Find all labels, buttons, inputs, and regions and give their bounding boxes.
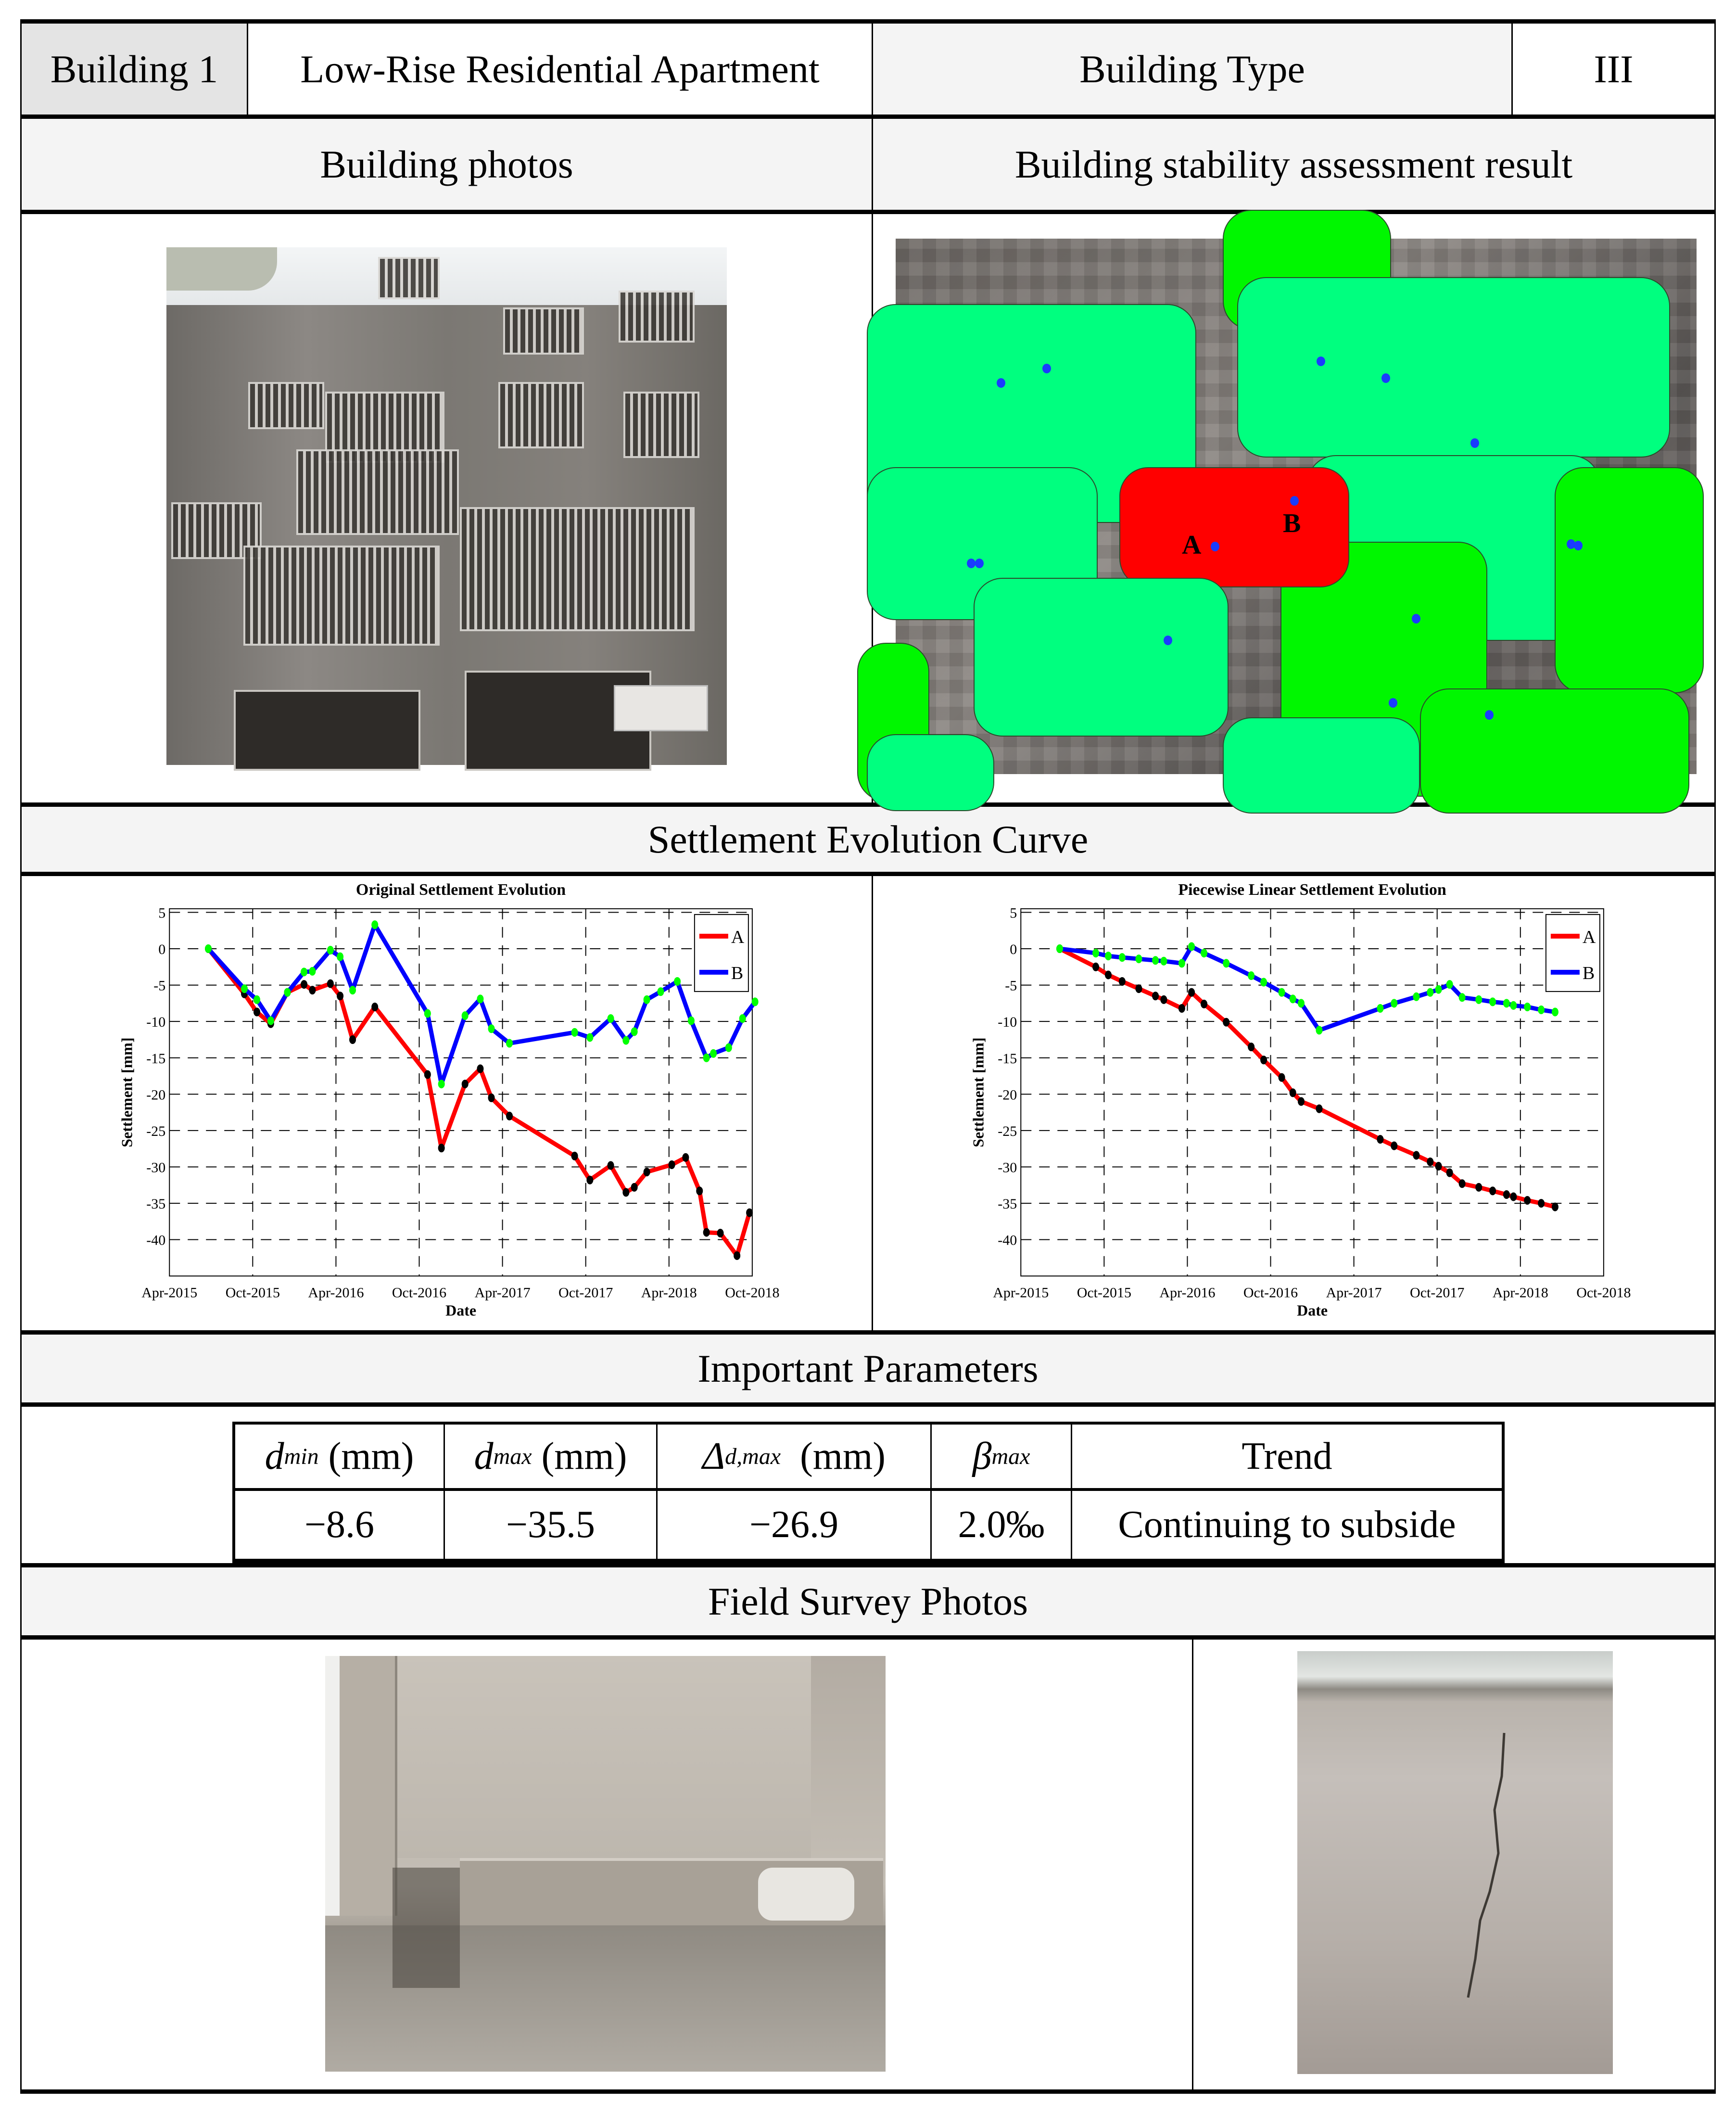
- map-point: [1381, 373, 1390, 383]
- param-value-dmin: −8.6: [235, 1491, 445, 1559]
- photo-window: [503, 307, 584, 355]
- param-value-dmax: −35.5: [445, 1491, 658, 1559]
- svg-text:-40: -40: [998, 1232, 1017, 1248]
- parameters-table: [232, 1422, 1505, 1563]
- svg-text:Oct-2015: Oct-2015: [225, 1285, 280, 1301]
- svg-text:Apr-2016: Apr-2016: [308, 1285, 364, 1301]
- svg-text:-20: -20: [146, 1087, 166, 1103]
- section-field-survey-photos: [22, 1567, 1714, 1635]
- building-type-value-cell: [1513, 24, 1714, 115]
- svg-text:Apr-2017: Apr-2017: [1326, 1285, 1382, 1301]
- divider: [20, 19, 1716, 24]
- map-building: [867, 734, 994, 811]
- section-title: Building stability assessment result: [1014, 142, 1573, 186]
- map-point: [1164, 636, 1172, 645]
- svg-text:-10: -10: [998, 1014, 1017, 1031]
- svg-text:Apr-2016: Apr-2016: [1159, 1285, 1216, 1301]
- building-type-label: Building Type: [1079, 47, 1305, 91]
- chart-title: Original Settlement Evolution: [355, 881, 566, 899]
- building-name: Low-Rise Residential Apartment: [300, 47, 820, 91]
- svg-text:Oct-2017: Oct-2017: [1410, 1285, 1465, 1301]
- svg-text:-35: -35: [146, 1196, 166, 1212]
- divider: [20, 115, 1716, 119]
- svg-text:Oct-2016: Oct-2016: [392, 1285, 447, 1301]
- map-point: [967, 559, 976, 568]
- divider: [20, 1402, 1716, 1407]
- svg-text:Date: Date: [1297, 1301, 1328, 1319]
- svg-text:-20: -20: [998, 1087, 1017, 1103]
- svg-text:-15: -15: [998, 1050, 1017, 1067]
- map-label-a: A: [1182, 530, 1202, 560]
- section-title: Field Survey Photos: [708, 1579, 1028, 1623]
- map-point: [1574, 541, 1583, 550]
- svg-text:A: A: [731, 927, 745, 947]
- svg-text:Apr-2017: Apr-2017: [474, 1285, 531, 1301]
- svg-text:-40: -40: [146, 1232, 166, 1248]
- svg-text:Date: Date: [445, 1301, 477, 1319]
- building-label: Building 1: [50, 47, 218, 91]
- svg-text:Oct-2018: Oct-2018: [1576, 1285, 1631, 1301]
- divider: [247, 19, 248, 115]
- map-building: [974, 578, 1229, 737]
- svg-text:-30: -30: [998, 1159, 1017, 1176]
- svg-text:Oct-2017: Oct-2017: [558, 1285, 613, 1301]
- svg-text:0: 0: [158, 942, 166, 958]
- svg-text:Settlement [mm]: Settlement [mm]: [969, 1037, 987, 1147]
- param-value-beta: 2.0‰: [932, 1491, 1072, 1559]
- svg-text:B: B: [731, 963, 744, 983]
- param-header-dmin: d min (mm): [235, 1425, 445, 1491]
- map-point: [997, 378, 1005, 388]
- photo-door: [234, 690, 420, 771]
- photo-window: [248, 382, 324, 429]
- map-point: [1389, 698, 1397, 708]
- section-important-parameters: [22, 1335, 1714, 1402]
- photo-window: [243, 546, 440, 646]
- param-value-trend: Continuing to subside: [1118, 1503, 1456, 1546]
- divider: [20, 1563, 1716, 1567]
- map-point: [1317, 356, 1325, 366]
- map-building: [1223, 717, 1420, 814]
- chart-title: Piecewise Linear Settlement Evolution: [1178, 881, 1446, 899]
- svg-text:-15: -15: [146, 1050, 166, 1067]
- svg-text:Oct-2018: Oct-2018: [725, 1285, 780, 1301]
- divider: [20, 1330, 1716, 1335]
- map-building-unstable: [1119, 467, 1349, 587]
- param-header-trend: Trend: [1072, 1425, 1502, 1491]
- svg-text:-25: -25: [146, 1123, 166, 1139]
- stability-map: [896, 239, 1697, 774]
- param-value-delta: −26.9: [658, 1491, 932, 1559]
- divider: [20, 2089, 1716, 2094]
- map-point-b: [1290, 496, 1299, 506]
- building-type-value: III: [1594, 47, 1634, 91]
- map-building: [1420, 688, 1689, 814]
- photo-window: [619, 291, 695, 343]
- svg-text:Apr-2015: Apr-2015: [993, 1285, 1049, 1301]
- crack-line-icon: [1297, 1651, 1613, 2074]
- svg-text:-35: -35: [998, 1196, 1017, 1212]
- svg-text:Apr-2018: Apr-2018: [1492, 1285, 1548, 1301]
- building-label-cell: [22, 24, 247, 115]
- svg-text:-5: -5: [1005, 978, 1017, 994]
- photo-crack: [393, 1868, 460, 1988]
- divider: [872, 872, 873, 1330]
- section-stability-result: [873, 119, 1714, 210]
- section-title: Settlement Evolution Curve: [647, 817, 1089, 861]
- divider: [20, 1635, 1716, 1640]
- svg-text:5: 5: [158, 905, 166, 921]
- map-building: [1237, 277, 1670, 458]
- photo-window: [378, 257, 440, 299]
- chart-original-settlement: [87, 876, 808, 1319]
- svg-text:-5: -5: [153, 978, 166, 994]
- map-point: [1470, 438, 1479, 448]
- section-settlement-curve: [22, 807, 1714, 872]
- photo-ac-unit: [614, 685, 708, 731]
- photo-column: [340, 1656, 397, 1916]
- svg-text:Apr-2015: Apr-2015: [141, 1285, 198, 1301]
- photo-debris: [758, 1868, 854, 1921]
- svg-text:-10: -10: [146, 1014, 166, 1031]
- divider: [1511, 19, 1513, 115]
- svg-text:5: 5: [1010, 905, 1017, 921]
- svg-text:A: A: [1582, 927, 1596, 947]
- photo-window: [460, 507, 695, 631]
- svg-text:Oct-2016: Oct-2016: [1243, 1285, 1298, 1301]
- svg-text:Settlement [mm]: Settlement [mm]: [118, 1037, 136, 1147]
- photo-window: [623, 392, 699, 458]
- svg-text:0: 0: [1010, 942, 1017, 958]
- photo-window-frame: [325, 1656, 340, 1916]
- svg-text:B: B: [1582, 963, 1595, 983]
- svg-text:-25: -25: [998, 1123, 1017, 1139]
- building-photo: [166, 247, 727, 765]
- field-photo-wall-crack: [1297, 1651, 1613, 2074]
- svg-text:-30: -30: [146, 1159, 166, 1176]
- map-building: [1555, 467, 1704, 693]
- field-photo-foundation-crack: [325, 1656, 886, 2072]
- param-header-delta: Δ d,max (mm): [658, 1425, 932, 1491]
- svg-text:Apr-2018: Apr-2018: [641, 1285, 697, 1301]
- map-point-a: [1211, 542, 1219, 551]
- svg-text:Oct-2015: Oct-2015: [1077, 1285, 1132, 1301]
- photo-panel: [397, 1656, 811, 1858]
- map-point: [1042, 364, 1051, 373]
- section-title: Important Parameters: [697, 1346, 1039, 1390]
- param-header-dmax: d max (mm): [445, 1425, 658, 1491]
- map-point: [1485, 710, 1494, 720]
- building-name-cell: [248, 24, 872, 115]
- photo-tree: [166, 247, 277, 291]
- divider: [20, 210, 1716, 214]
- map-point: [975, 559, 984, 568]
- photo-window: [296, 449, 459, 535]
- photo-window: [498, 382, 584, 448]
- param-header-beta: β max: [932, 1425, 1072, 1491]
- section-building-photos: [22, 119, 872, 210]
- map-point: [1412, 614, 1420, 624]
- section-title: Building photos: [320, 142, 573, 186]
- divider: [1192, 1635, 1193, 2089]
- map-label-b: B: [1283, 509, 1301, 538]
- building-type-label-cell: [873, 24, 1511, 115]
- chart-piecewise-settlement: [938, 876, 1660, 1319]
